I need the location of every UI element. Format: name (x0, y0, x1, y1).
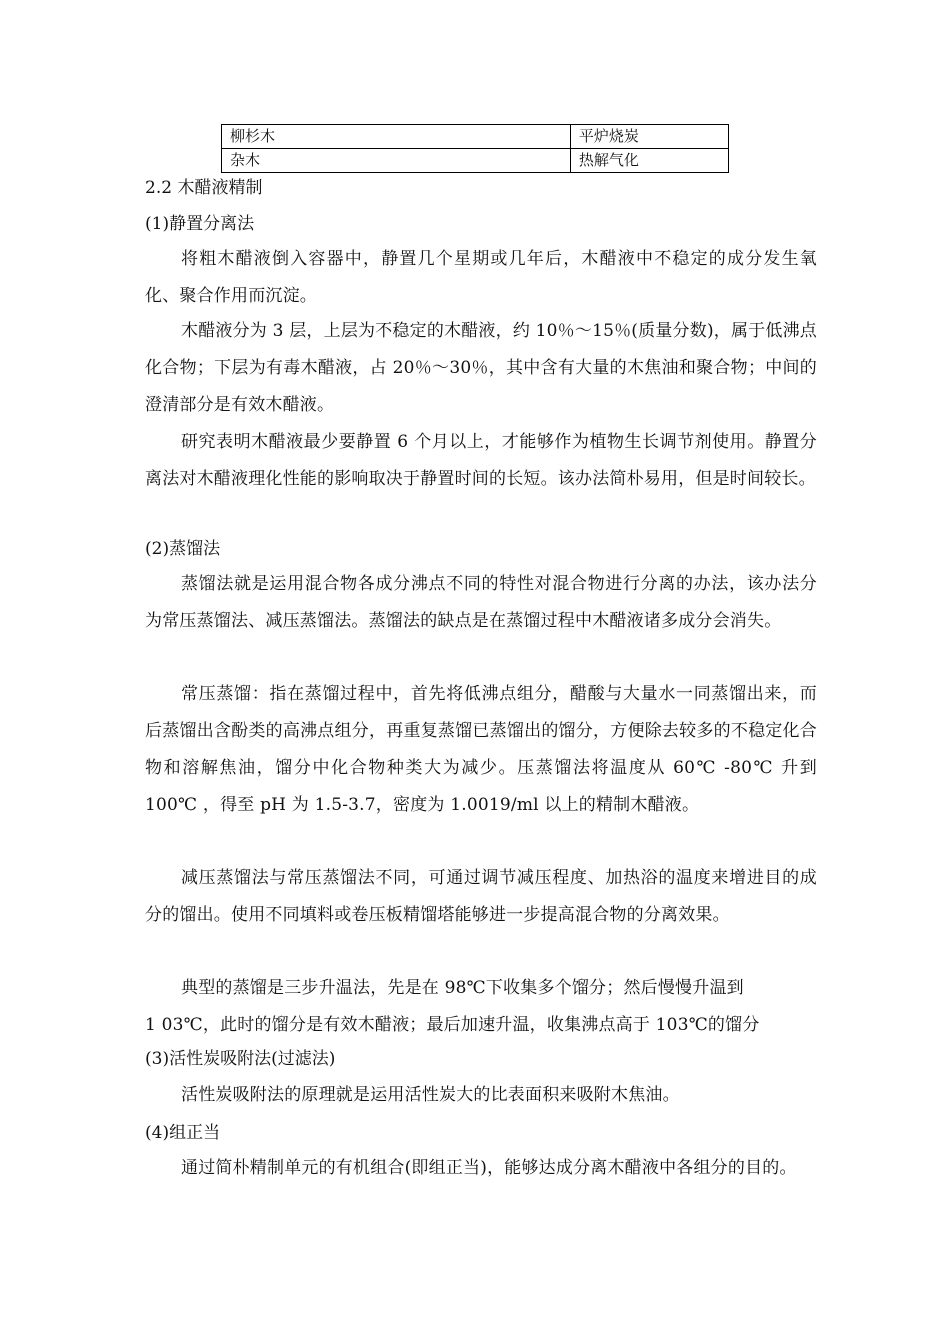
table-row (222, 149, 729, 173)
table-cell-method: 热解气化 (570, 149, 728, 173)
paragraph-distillation-2: 常压蒸馏：指在蒸馏过程中，首先将低沸点组分，醋酸与大量水一同蒸馏出来，而后蒸馏出含酚类的高沸点组分，再重复蒸馏已蒸馏出的馏分，方便除去较多的不稳定化合物和溶解焦油，馏分中化合物种类大为减少。压蒸馏法将温度从 60℃ -80℃ 升到 100℃ ，得至 pH 为 1.5-3.7，密度为 1.0019/ml 以上的精制木醋液。 (145, 684, 817, 815)
paragraph-static-1: 将粗木醋液倒入容器中，静置几个星期或几年后，木醋液中不稳定的成分发生氧化、聚合作用而沉淀。 (145, 249, 817, 306)
heading-distillation: (2)蒸馏法 (145, 539, 221, 559)
paragraph-distillation-4 (145, 970, 817, 1044)
paragraph-line: 1 03℃，此时的馏分是有效木醋液；最后加速升温，收集沸点高于 103℃的馏分 (145, 1015, 760, 1035)
paragraph-line: 典型的蒸馏是三步升温法，先是在 98℃下收集多个馏分；然后慢慢升温到 (181, 978, 744, 998)
section-title: 2.2 木醋液精制 (145, 178, 263, 198)
table-row (222, 125, 729, 149)
material-method-table (221, 124, 729, 173)
table-cell-material: 柳杉木 (222, 125, 571, 149)
heading-static-separation: (1)静置分离法 (145, 214, 255, 234)
paragraph-distillation-1: 蒸馏法就是运用混合物各成分沸点不同的特性对混合物进行分离的办法，该办法分为常压蒸馏法、减压蒸馏法。蒸馏法的缺点是在蒸馏过程中木醋液诸多成分会消失。 (145, 574, 817, 631)
heading-combination: (4)组正当 (145, 1123, 221, 1143)
paragraph-distillation-3: 减压蒸馏法与常压蒸馏法不同，可通过调节减压程度、加热浴的温度来增进目的成分的馏出。使用不同填料或卷压板精馏塔能够进一步提高混合物的分离效果。 (145, 868, 817, 925)
paragraph-static-3: 研究表明木醋液最少要静置 6 个月以上，才能够作为植物生长调节剂使用。静置分离法对木醋液理化性能的影响取决于静置时间的长短。该办法简朴易用，但是时间较长。 (145, 432, 817, 489)
table-cell-method: 平炉烧炭 (570, 125, 728, 149)
paragraph-activated-carbon: 活性炭吸附法的原理就是运用活性炭大的比表面积来吸附木焦油。 (181, 1085, 680, 1105)
paragraph-combination: 通过简朴精制单元的有机组合(即组正当)，能够达成分离木醋液中各组分的目的。 (181, 1158, 797, 1178)
paragraph-static-2: 木醋液分为 3 层，上层为不稳定的木醋液，约 10％～15％(质量分数)，属于低沸点化合物；下层为有毒木醋液，占 20％～30％，其中含有大量的木焦油和聚合物；中间的澄清部分是有效木醋液。 (145, 321, 817, 415)
heading-activated-carbon: (3)活性炭吸附法(过滤法) (145, 1049, 336, 1069)
table-cell-material: 杂木 (222, 149, 571, 173)
